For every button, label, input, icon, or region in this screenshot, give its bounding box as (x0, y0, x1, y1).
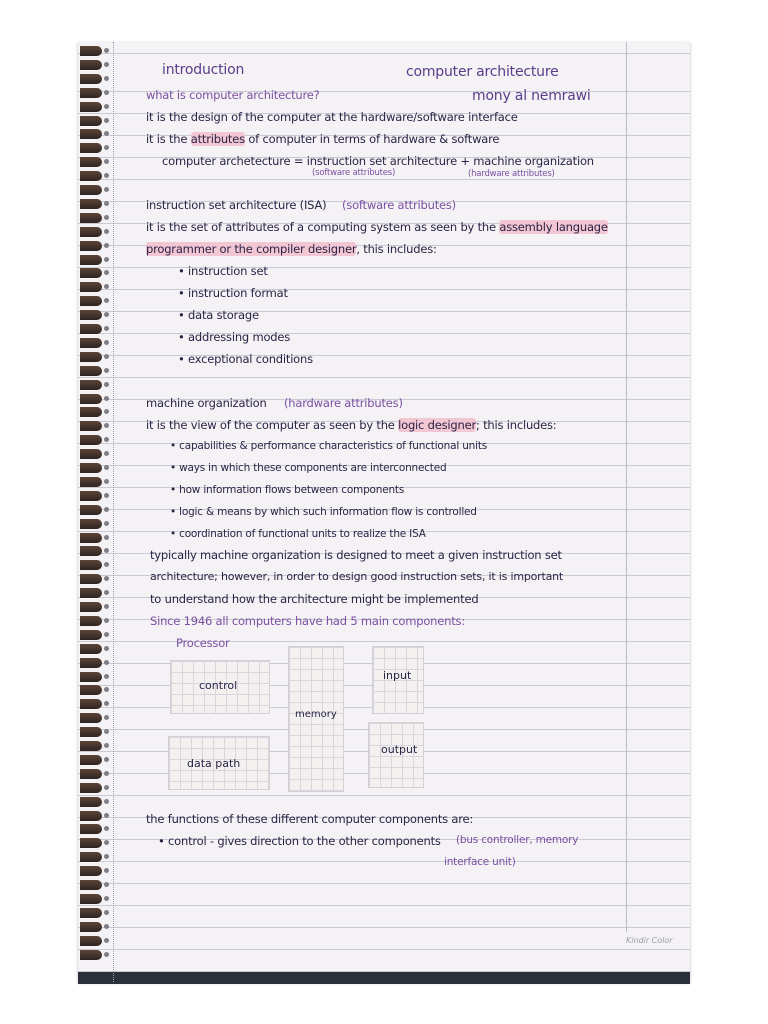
org-paragraph-2: architecture; however, in order to design good instruction sets, it is important (150, 570, 564, 583)
punch-hole (104, 868, 109, 873)
spiral-coil (80, 88, 102, 98)
right-margin-line (626, 42, 627, 932)
punch-hole (104, 687, 109, 692)
hardware-attr-note: (hardware attributes) (468, 169, 555, 179)
topic-heading: computer architecture (406, 64, 559, 80)
spiral-coil (80, 407, 102, 417)
spiral-coil (80, 185, 102, 195)
spiral-coil (80, 421, 102, 431)
isa-bullet-4: • addressing modes (178, 330, 291, 344)
punch-hole (104, 479, 109, 484)
spiral-binding (80, 46, 110, 966)
punch-hole (104, 771, 109, 776)
spiral-coil (80, 380, 102, 390)
punch-hole (104, 840, 109, 845)
question-heading: what is computer architecture? (146, 88, 320, 102)
processor-label: Processor (176, 636, 230, 650)
punch-hole (104, 159, 109, 164)
spiral-coil (80, 866, 102, 876)
spiral-coil (80, 143, 102, 153)
spiral-coil (80, 769, 102, 779)
spiral-coil (80, 950, 102, 960)
datapath-label: data path (187, 757, 241, 770)
isa-bullet-5: • exceptional conditions (178, 352, 313, 366)
punch-hole (104, 62, 109, 67)
punch-hole (104, 312, 109, 317)
spiral-coil (80, 213, 102, 223)
punch-hole (104, 715, 109, 720)
spiral-coil (80, 338, 102, 348)
spiral-coil (80, 713, 102, 723)
spiral-coil (80, 324, 102, 334)
spiral-coil (80, 129, 102, 139)
spiral-coil (80, 546, 102, 556)
spiral-coil (80, 672, 102, 682)
components-intro: Since 1946 all computers have had 5 main components: (150, 614, 466, 628)
isa-definition-1: it is the set of attributes of a computing system as seen by the assembly language (146, 220, 608, 234)
punch-hole (104, 90, 109, 95)
spiral-coil (80, 477, 102, 487)
spiral-coil (80, 268, 102, 278)
page-signature: Kindir Color (626, 936, 673, 945)
punch-hole (104, 243, 109, 248)
spiral-coil (80, 699, 102, 709)
spiral-coil (80, 880, 102, 890)
input-box (372, 646, 424, 714)
punch-hole (104, 145, 109, 150)
isa-definition-2: programmer or the compiler designer, this includes: (146, 242, 437, 256)
spiral-coil (80, 255, 102, 265)
control-function-note-1: (bus controller, memory (456, 834, 579, 846)
isa-attr-note: (software attributes) (342, 198, 456, 212)
punch-hole (104, 535, 109, 540)
punch-hole (104, 813, 109, 818)
punch-hole (104, 757, 109, 762)
isa-bullet-2: • instruction format (178, 286, 288, 300)
punch-hole (104, 465, 109, 470)
punch-hole (104, 660, 109, 665)
punch-hole (104, 187, 109, 192)
spiral-coil (80, 685, 102, 695)
punch-hole (104, 924, 109, 929)
punch-hole (104, 284, 109, 289)
punch-hole (104, 423, 109, 428)
punch-hole (104, 701, 109, 706)
punch-hole (104, 173, 109, 178)
spiral-coil (80, 116, 102, 126)
equation-line: computer archetecture = instruction set architecture + machine organization (162, 154, 594, 168)
punch-hole (104, 854, 109, 859)
highlight-mark: logic designer (398, 418, 476, 432)
isa-heading: instruction set architecture (ISA) (146, 198, 327, 212)
org-bullet-3: • how information flows between components (170, 484, 405, 496)
control-function: • control - gives direction to the other components (158, 834, 441, 848)
spiral-coil (80, 435, 102, 445)
punch-hole (104, 604, 109, 609)
punch-hole (104, 826, 109, 831)
punch-hole (104, 618, 109, 623)
punch-hole (104, 910, 109, 915)
spiral-coil (80, 533, 102, 543)
spiral-coil (80, 282, 102, 292)
punch-hole (104, 493, 109, 498)
punch-hole (104, 451, 109, 456)
definition-line-1: it is the design of the computer at the hardware/software interface (146, 110, 518, 124)
punch-hole (104, 632, 109, 637)
punch-hole (104, 368, 109, 373)
spiral-coil (80, 74, 102, 84)
highlight-mark: attributes (190, 132, 245, 146)
org-bullet-4: • logic & means by which such information flow is controlled (170, 506, 477, 518)
spiral-coil (80, 560, 102, 570)
punch-hole (104, 437, 109, 442)
punch-hole (104, 354, 109, 359)
definition-line-2: it is the attributes of computer in terms of hardware & software (146, 132, 500, 146)
punch-hole (104, 674, 109, 679)
spiral-coil (80, 310, 102, 320)
org-heading: machine organization (146, 396, 267, 410)
org-paragraph-1: typically machine organization is designed to meet a given instruction set (150, 548, 562, 562)
spiral-coil (80, 171, 102, 181)
spiral-coil (80, 797, 102, 807)
punch-hole (104, 298, 109, 303)
spiral-coil (80, 838, 102, 848)
spiral-coil (80, 811, 102, 821)
punch-hole (104, 326, 109, 331)
spiral-coil (80, 658, 102, 668)
org-attr-note: (hardware attributes) (284, 396, 403, 410)
control-box (170, 660, 270, 714)
isa-bullet-3: • data storage (178, 308, 259, 322)
input-label: input (383, 669, 412, 682)
punch-hole (104, 521, 109, 526)
memory-label: memory (295, 709, 337, 720)
spiral-coil (80, 296, 102, 306)
spiral-coil (80, 394, 102, 404)
intro-heading: introduction (162, 62, 245, 78)
output-box (368, 722, 424, 788)
spiral-coil (80, 199, 102, 209)
punch-hole (104, 382, 109, 387)
punch-hole (104, 952, 109, 957)
punch-hole (104, 257, 109, 262)
control-function-note-2: interface unit) (444, 856, 516, 868)
page-bottom-edge (78, 972, 690, 984)
punch-hole (104, 882, 109, 887)
spiral-coil (80, 157, 102, 167)
author-name: mony al nemrawi (472, 88, 591, 104)
punch-hole (104, 131, 109, 136)
punch-hole (104, 785, 109, 790)
org-definition: it is the view of the computer as seen by the logic designer; this includes: (146, 418, 557, 432)
spiral-coil (80, 227, 102, 237)
spiral-coil (80, 616, 102, 626)
punch-hole (104, 646, 109, 651)
spiral-coil (80, 630, 102, 640)
highlight-mark: programmer or the compiler designer (146, 242, 357, 256)
spiral-coil (80, 741, 102, 751)
org-bullet-1: • capabilities & performance characteristics of functional units (170, 440, 488, 452)
spiral-coil (80, 352, 102, 362)
org-paragraph-3: to understand how the architecture might be implemented (150, 592, 479, 606)
punch-hole (104, 507, 109, 512)
spiral-coil (80, 727, 102, 737)
punch-hole (104, 799, 109, 804)
punch-hole (104, 729, 109, 734)
org-bullet-2: • ways in which these components are interconnected (170, 462, 447, 474)
spiral-coil (80, 894, 102, 904)
punch-hole (104, 938, 109, 943)
spiral-coil (80, 491, 102, 501)
left-margin-line (113, 42, 115, 982)
spiral-coil (80, 602, 102, 612)
spiral-coil (80, 366, 102, 376)
functions-intro: the functions of these different computer components are: (146, 812, 474, 826)
memory-box (288, 646, 344, 792)
punch-hole (104, 548, 109, 553)
punch-hole (104, 340, 109, 345)
punch-hole (104, 590, 109, 595)
punch-hole (104, 201, 109, 206)
spiral-coil (80, 852, 102, 862)
punch-hole (104, 118, 109, 123)
spiral-coil (80, 241, 102, 251)
isa-bullet-1: • instruction set (178, 264, 268, 278)
spiral-coil (80, 755, 102, 765)
punch-hole (104, 76, 109, 81)
spiral-coil (80, 60, 102, 70)
punch-hole (104, 229, 109, 234)
spiral-coil (80, 463, 102, 473)
spiral-coil (80, 102, 102, 112)
org-bullet-5: • coordination of functional units to realize the ISA (170, 528, 426, 540)
punch-hole (104, 215, 109, 220)
punch-hole (104, 896, 109, 901)
highlight-mark: assembly language (499, 220, 608, 234)
spiral-coil (80, 922, 102, 932)
spiral-coil (80, 449, 102, 459)
spiral-coil (80, 783, 102, 793)
output-label: output (381, 743, 418, 756)
spiral-coil (80, 505, 102, 515)
punch-hole (104, 48, 109, 53)
spiral-coil (80, 644, 102, 654)
punch-hole (104, 576, 109, 581)
spiral-coil (80, 574, 102, 584)
spiral-coil (80, 519, 102, 529)
punch-hole (104, 743, 109, 748)
punch-hole (104, 270, 109, 275)
punch-hole (104, 396, 109, 401)
spiral-coil (80, 908, 102, 918)
spiral-coil (80, 936, 102, 946)
spiral-coil (80, 46, 102, 56)
spiral-coil (80, 588, 102, 598)
datapath-box (168, 736, 270, 790)
software-attr-note: (software attributes) (312, 168, 396, 178)
control-label: control (199, 679, 238, 692)
punch-hole (104, 409, 109, 414)
spiral-coil (80, 824, 102, 834)
punch-hole (104, 104, 109, 109)
punch-hole (104, 562, 109, 567)
